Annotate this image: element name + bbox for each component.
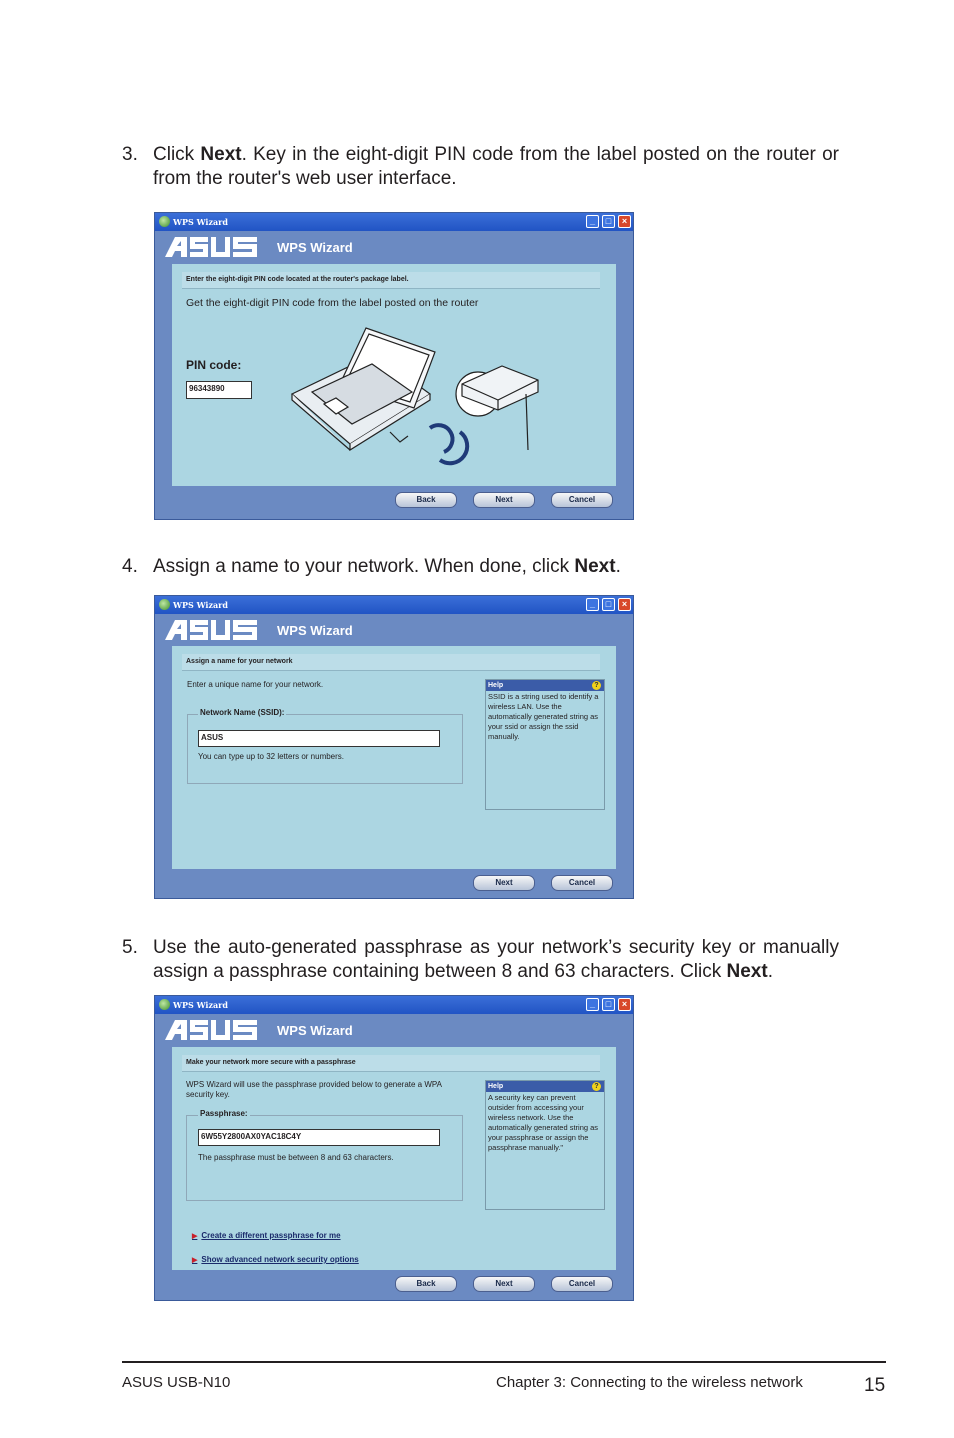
minimize-button[interactable]: _ xyxy=(586,215,599,228)
content-panel xyxy=(172,1047,616,1270)
wizard-app-icon xyxy=(159,216,170,227)
cancel-button[interactable]: Cancel xyxy=(551,1276,613,1292)
help-text: A security key can prevent outsider from accessing your wireless network. Use the automatically generated string as your passphrase or assign the passphrase manually." xyxy=(488,1093,599,1152)
window-title: WPS Wizard xyxy=(173,217,228,227)
window-title: WPS Wizard xyxy=(173,1000,228,1010)
title-bar xyxy=(155,596,633,614)
help-question-icon: ? xyxy=(592,681,601,690)
pin-label: PIN code: xyxy=(186,358,242,372)
arrow-right-icon: ▶ xyxy=(192,1233,198,1240)
create-passphrase-link[interactable] xyxy=(192,1231,341,1240)
pin-input[interactable]: 96343890 xyxy=(186,381,252,399)
ssid-legend: Network Name (SSID): xyxy=(200,708,285,717)
instruction-text: WPS Wizard will use the passphrase provided below to generate a WPA security key. xyxy=(186,1080,442,1099)
step-text-before: Use the auto-generated passphrase as your network’s security key or manually assign a passphrase containing between 8 and 63 characters. Click xyxy=(153,937,839,982)
close-button[interactable]: × xyxy=(618,598,631,611)
footer-chapter: Chapter 3: Connecting to the wireless network xyxy=(496,1374,803,1391)
ssid-input[interactable]: ASUS xyxy=(198,730,440,747)
wps-wizard-window-pin xyxy=(154,212,634,520)
help-title: Help xyxy=(488,682,504,689)
asus-logo xyxy=(163,235,259,259)
help-title: Help xyxy=(488,1083,504,1090)
maximize-button[interactable]: □ xyxy=(602,598,615,611)
wps-wizard-window-passphrase xyxy=(154,995,634,1301)
advanced-security-link[interactable] xyxy=(192,1255,359,1264)
step-band: Assign a name for your network xyxy=(182,654,600,671)
wps-wizard-window-ssid xyxy=(154,595,634,899)
cancel-button[interactable]: Cancel xyxy=(551,875,613,891)
step-text-after: . xyxy=(615,556,621,577)
wizard-title: WPS Wizard xyxy=(277,623,353,638)
step-bold-next: Next xyxy=(574,556,616,577)
wizard-app-icon xyxy=(159,599,170,610)
step-text-after: . Key in the eight-digit PIN code from the label posted on the router or from the router's web user interface. xyxy=(153,144,839,189)
step-band: Make your network more secure with a passphrase xyxy=(182,1055,600,1072)
wizard-header xyxy=(155,231,633,263)
cancel-button[interactable]: Cancel xyxy=(551,492,613,508)
back-button[interactable]: Back xyxy=(395,1276,457,1292)
content-panel xyxy=(172,264,616,486)
step-number: 4. xyxy=(122,556,138,577)
ssid-groupbox xyxy=(187,714,463,784)
back-button[interactable]: Back xyxy=(395,492,457,508)
ssid-hint: You can type up to 32 letters or numbers. xyxy=(198,752,345,761)
step-text-before: Click xyxy=(153,144,201,165)
window-title: WPS Wizard xyxy=(173,600,228,610)
close-button[interactable]: × xyxy=(618,215,631,228)
step-text xyxy=(153,936,839,984)
step-text xyxy=(153,555,839,579)
page-number: 15 xyxy=(864,1375,886,1396)
instruction-text: Enter a unique name for your network. xyxy=(187,680,324,689)
laptop-router-illustration xyxy=(290,324,560,474)
wizard-title: WPS Wizard xyxy=(277,240,353,255)
step-text-after: . xyxy=(767,961,773,982)
instruction-text: Get the eight-digit PIN code from the label posted on the router xyxy=(186,297,479,309)
step-bold-next: Next xyxy=(200,144,242,165)
advanced-security-link-label[interactable]: Show advanced network security options xyxy=(201,1255,359,1264)
minimize-button[interactable]: _ xyxy=(586,598,599,611)
maximize-button[interactable]: □ xyxy=(602,998,615,1011)
wizard-title: WPS Wizard xyxy=(277,1023,353,1038)
footer-rule xyxy=(122,1361,886,1363)
next-button[interactable]: Next xyxy=(473,492,535,508)
step-text xyxy=(153,143,839,191)
wizard-app-icon xyxy=(159,999,170,1010)
step-text-before: Assign a name to your network. When done, click xyxy=(153,556,575,577)
help-panel xyxy=(485,1080,605,1210)
passphrase-legend: Passphrase: xyxy=(200,1109,248,1118)
next-button[interactable]: Next xyxy=(473,875,535,891)
help-header xyxy=(486,680,604,691)
create-passphrase-link-label[interactable]: Create a different passphrase for me xyxy=(201,1231,341,1240)
step-band: Enter the eight-digit PIN code located at the router's package label. xyxy=(182,272,600,289)
help-header xyxy=(486,1081,604,1092)
wizard-header xyxy=(155,1014,633,1046)
maximize-button[interactable]: □ xyxy=(602,215,615,228)
close-button[interactable]: × xyxy=(618,998,631,1011)
step-bold-next: Next xyxy=(726,961,768,982)
passphrase-hint: The passphrase must be between 8 and 63 characters. xyxy=(198,1153,394,1162)
content-panel xyxy=(172,646,616,869)
step-number: 3. xyxy=(122,144,138,165)
minimize-button[interactable]: _ xyxy=(586,998,599,1011)
help-panel xyxy=(485,679,605,810)
title-bar xyxy=(155,213,633,231)
help-question-icon: ? xyxy=(592,1082,601,1091)
arrow-right-icon: ▶ xyxy=(192,1257,198,1264)
footer-product: ASUS USB-N10 xyxy=(122,1374,231,1391)
help-text: SSID is a string used to identify a wireless LAN. Use the automatically generated string as your ssid or assign the ssid manually. xyxy=(488,692,599,741)
passphrase-input[interactable]: 6W55Y2800AX0YAC18C4Y xyxy=(198,1129,440,1146)
wizard-header xyxy=(155,614,633,646)
next-button[interactable]: Next xyxy=(473,1276,535,1292)
step-number: 5. xyxy=(122,937,138,958)
asus-logo xyxy=(163,618,259,642)
title-bar xyxy=(155,996,633,1014)
asus-logo xyxy=(163,1018,259,1042)
